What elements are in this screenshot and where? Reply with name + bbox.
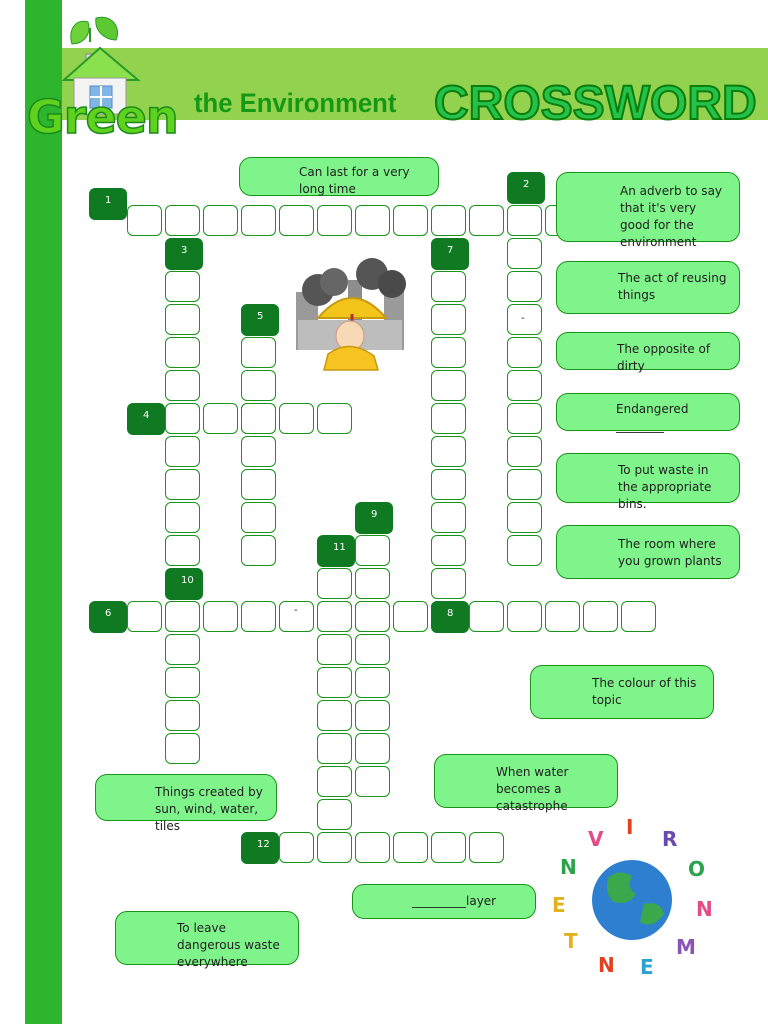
hyphen-mark: - xyxy=(294,605,298,616)
answer-cell[interactable] xyxy=(355,700,390,731)
left-green-stripe xyxy=(25,0,62,1024)
answer-cell[interactable] xyxy=(507,436,542,467)
answer-cell[interactable] xyxy=(355,601,390,632)
answer-cell[interactable] xyxy=(241,370,276,401)
answer-cell[interactable] xyxy=(165,370,200,401)
answer-cell[interactable] xyxy=(431,370,466,401)
page-subtitle: the Environment xyxy=(194,88,397,118)
globe-letter-n1: N xyxy=(560,855,577,879)
answer-cell[interactable] xyxy=(431,469,466,500)
globe-letter-n2: N xyxy=(696,897,713,921)
answer-cell[interactable] xyxy=(355,733,390,764)
answer-cell[interactable] xyxy=(279,403,314,434)
answer-cell[interactable] xyxy=(279,832,314,863)
clue-number-cell: 6 xyxy=(89,601,127,633)
answer-cell[interactable] xyxy=(203,403,238,434)
globe-letter-r: R xyxy=(662,827,678,851)
answer-cell[interactable] xyxy=(317,766,352,797)
answer-cell[interactable] xyxy=(279,205,314,236)
answer-cell[interactable] xyxy=(507,601,542,632)
answer-cell[interactable] xyxy=(203,205,238,236)
answer-cell[interactable] xyxy=(431,502,466,533)
answer-cell[interactable] xyxy=(165,601,200,632)
hyphen-mark: - xyxy=(521,313,525,324)
answer-cell[interactable] xyxy=(241,535,276,566)
child-in-rain-illustration xyxy=(288,258,412,376)
clue-box: Can last for a very long time xyxy=(239,157,439,196)
answer-cell[interactable] xyxy=(165,403,200,434)
answer-cell[interactable] xyxy=(507,271,542,302)
clue-box: The colour of this topic xyxy=(530,665,714,719)
answer-cell[interactable] xyxy=(127,205,162,236)
answer-cell[interactable] xyxy=(507,535,542,566)
clue-box: Endangered ________ xyxy=(556,393,740,431)
clue-box: _________layer xyxy=(352,884,536,919)
answer-cell[interactable] xyxy=(431,535,466,566)
answer-cell[interactable] xyxy=(165,271,200,302)
answer-cell[interactable] xyxy=(393,832,428,863)
clue-number-cell: 10 xyxy=(165,568,203,600)
answer-cell[interactable] xyxy=(355,832,390,863)
answer-cell[interactable] xyxy=(317,832,352,863)
answer-cell[interactable] xyxy=(431,337,466,368)
answer-cell[interactable] xyxy=(469,205,504,236)
answer-cell[interactable] xyxy=(507,403,542,434)
answer-cell[interactable] xyxy=(469,601,504,632)
answer-cell[interactable] xyxy=(241,601,276,632)
answer-cell[interactable] xyxy=(507,337,542,368)
answer-cell[interactable] xyxy=(431,304,466,335)
answer-cell[interactable] xyxy=(241,403,276,434)
clue-box: The act of reusing things xyxy=(556,261,740,314)
globe-letter-v: V xyxy=(588,827,604,851)
globe-letter-e2: E xyxy=(640,955,654,978)
page-title: CROSSWORD xyxy=(434,77,757,130)
answer-cell[interactable] xyxy=(165,733,200,764)
answer-cell[interactable] xyxy=(317,667,352,698)
answer-cell[interactable] xyxy=(203,601,238,632)
clue-number-cell: 11 xyxy=(317,535,355,567)
answer-cell[interactable] xyxy=(165,700,200,731)
answer-cell[interactable] xyxy=(165,436,200,467)
environment-globe-illustration xyxy=(548,818,716,978)
answer-cell[interactable] xyxy=(469,832,504,863)
globe-letter-m: M xyxy=(676,935,696,959)
answer-cell[interactable] xyxy=(431,436,466,467)
answer-cell[interactable] xyxy=(241,436,276,467)
answer-cell[interactable] xyxy=(241,502,276,533)
answer-cell[interactable] xyxy=(545,601,580,632)
answer-cell[interactable] xyxy=(317,799,352,830)
answer-cell[interactable] xyxy=(317,205,352,236)
answer-cell[interactable] xyxy=(355,766,390,797)
clue-number-cell: 3 xyxy=(165,238,203,270)
answer-cell[interactable] xyxy=(241,469,276,500)
answer-cell[interactable] xyxy=(317,634,352,665)
answer-cell[interactable] xyxy=(583,601,618,632)
answer-cell[interactable] xyxy=(431,568,466,599)
answer-cell[interactable] xyxy=(393,601,428,632)
globe-letter-e1: E xyxy=(552,893,566,917)
answer-cell[interactable] xyxy=(507,502,542,533)
globe-letter-n3: N xyxy=(598,953,615,977)
clue-box: The opposite of dirty xyxy=(556,332,740,370)
answer-cell[interactable] xyxy=(507,370,542,401)
answer-cell[interactable] xyxy=(317,403,352,434)
answer-cell[interactable] xyxy=(355,568,390,599)
answer-cell[interactable] xyxy=(355,535,390,566)
clue-box: An adverb to say that it's very good for the environment xyxy=(556,172,740,242)
clue-number-cell: 9 xyxy=(355,502,393,534)
answer-cell[interactable] xyxy=(507,205,542,236)
answer-cell[interactable] xyxy=(355,667,390,698)
clue-number-cell: 2 xyxy=(507,172,545,204)
answer-cell[interactable] xyxy=(621,601,656,632)
answer-cell[interactable] xyxy=(317,568,352,599)
answer-cell[interactable] xyxy=(165,502,200,533)
answer-cell[interactable] xyxy=(393,205,428,236)
answer-cell[interactable] xyxy=(165,205,200,236)
answer-cell[interactable] xyxy=(165,667,200,698)
answer-cell[interactable] xyxy=(431,403,466,434)
answer-cell[interactable] xyxy=(165,469,200,500)
answer-cell[interactable] xyxy=(431,205,466,236)
clue-number-cell: 8 xyxy=(431,601,469,633)
globe-letter-t: T xyxy=(564,929,578,953)
answer-cell[interactable] xyxy=(241,205,276,236)
clue-number-cell: 5 xyxy=(241,304,279,336)
answer-cell[interactable] xyxy=(355,205,390,236)
answer-cell[interactable] xyxy=(355,634,390,665)
answer-cell[interactable] xyxy=(165,634,200,665)
clue-box: To put waste in the appropriate bins. xyxy=(556,453,740,503)
answer-cell[interactable] xyxy=(241,337,276,368)
answer-cell[interactable] xyxy=(127,601,162,632)
answer-cell[interactable] xyxy=(165,304,200,335)
clue-number-cell: 1 xyxy=(89,188,127,220)
clue-number-cell: 12 xyxy=(241,832,279,864)
answer-cell[interactable] xyxy=(165,337,200,368)
clue-number-cell: 7 xyxy=(431,238,469,270)
answer-cell[interactable] xyxy=(431,832,466,863)
clue-box: The room where you grown plants xyxy=(556,525,740,579)
answer-cell[interactable] xyxy=(165,535,200,566)
globe-letter-i: I xyxy=(626,818,634,839)
answer-cell[interactable] xyxy=(317,601,352,632)
clue-number-cell: 4 xyxy=(127,403,165,435)
answer-cell[interactable] xyxy=(431,271,466,302)
answer-cell[interactable] xyxy=(317,733,352,764)
clue-box: Things created by sun, wind, water, tiles xyxy=(95,774,277,821)
answer-cell[interactable] xyxy=(507,469,542,500)
globe-letter-o1: O xyxy=(688,857,706,881)
clue-box: When water becomes a catastrophe xyxy=(434,754,618,808)
answer-cell[interactable] xyxy=(317,700,352,731)
clue-box: To leave dangerous waste everywhere xyxy=(115,911,299,965)
answer-cell[interactable] xyxy=(507,238,542,269)
logo-wordmark: Green xyxy=(27,90,178,144)
